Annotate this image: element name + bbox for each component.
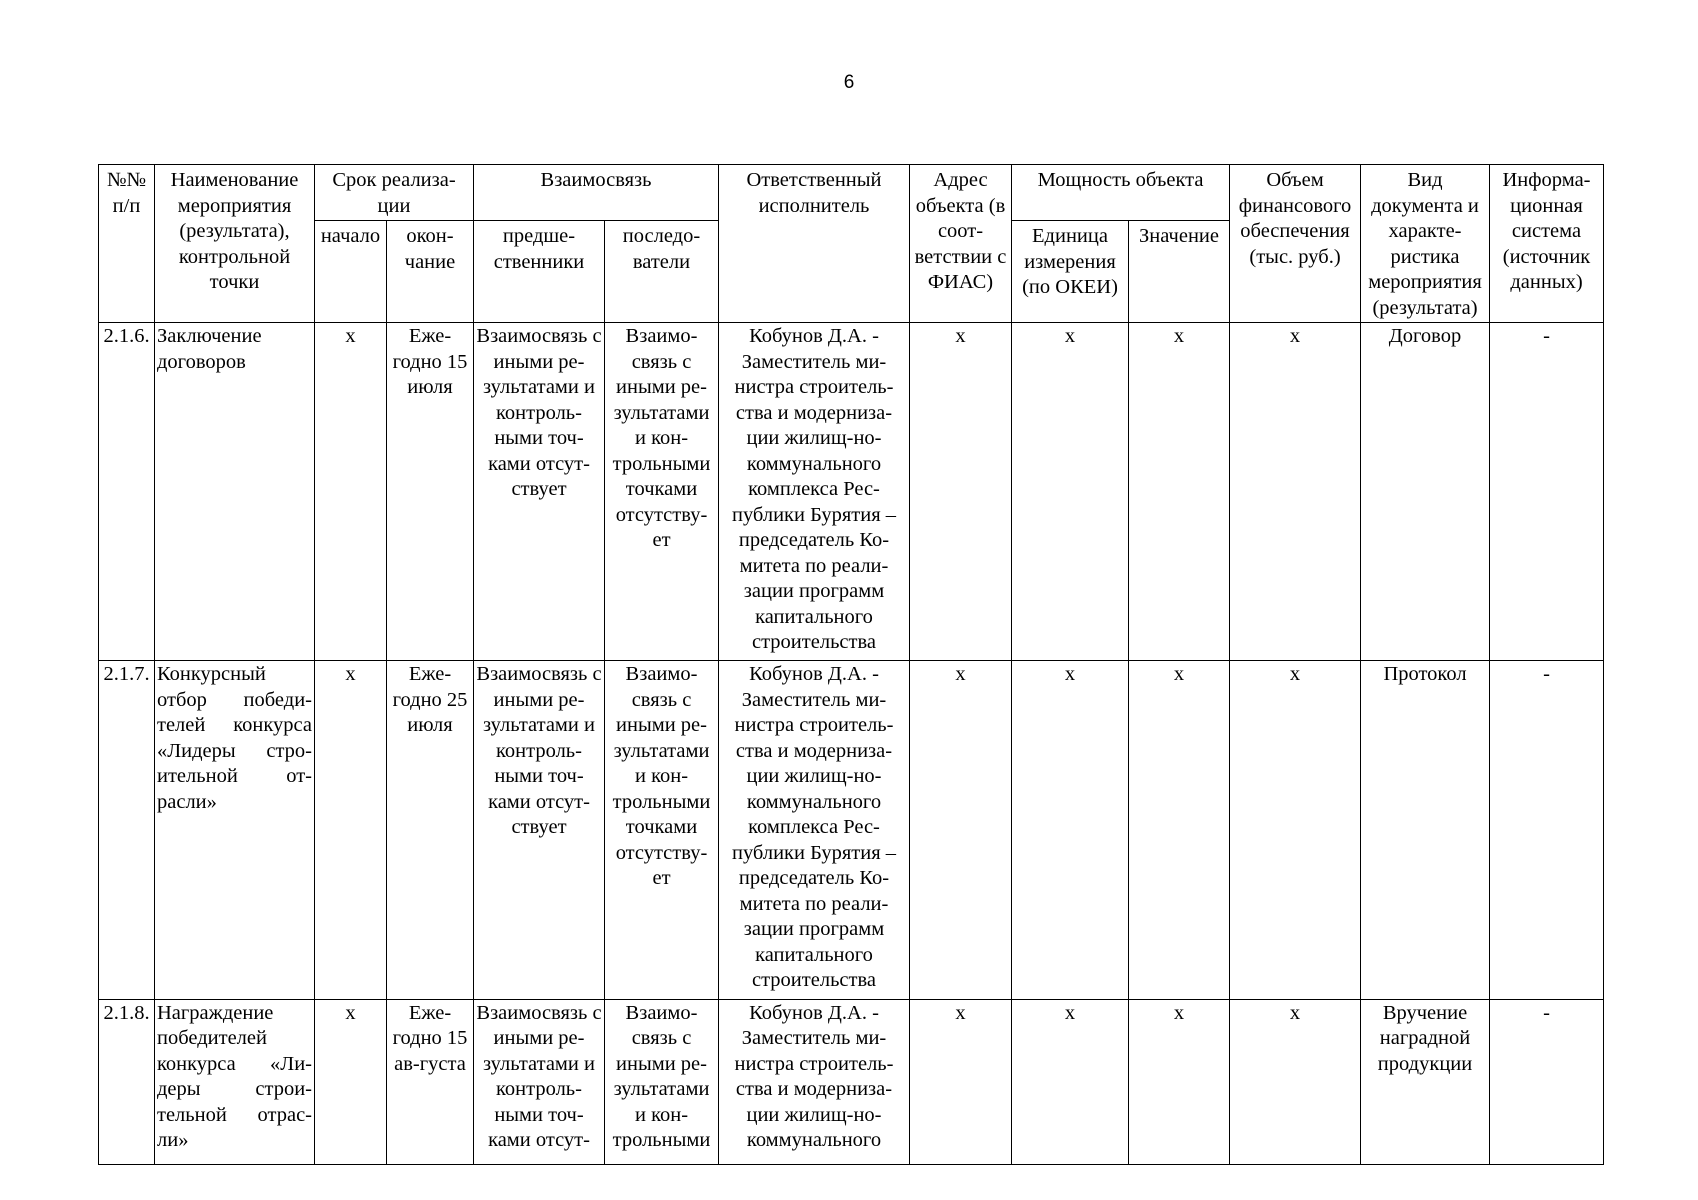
cell-info: - [1490, 323, 1604, 661]
header-relation-prev: предше-ственники [474, 221, 605, 323]
cell-info: - [1490, 999, 1604, 1164]
cell-finance: х [1230, 323, 1361, 661]
cell-start: х [315, 661, 387, 999]
cell-end: Еже-годно 15 ав-густа [387, 999, 474, 1164]
cell-info: - [1490, 661, 1604, 999]
table-row [99, 661, 1604, 999]
cell-next: Взаимо-связь с иными ре-зультатами и кон-трольными точками отсутству-ет [605, 323, 719, 661]
header-term-start: начало [315, 221, 387, 323]
cell-prev: Взаимосвязь с иными ре-зультатами и контроль-ными точ-ками отсут- [474, 999, 605, 1164]
cell-address: х [910, 999, 1012, 1164]
cell-name: Конкурсный отбор победи-телей конкурса «Лидеры стро-ительной от-расли» [155, 661, 315, 999]
header-doc-type: Вид документа и характе-ристика мероприятия (результата) [1361, 165, 1490, 323]
header-capacity-unit: Единица измерения (по ОКЕИ) [1012, 221, 1129, 323]
cell-start: х [315, 999, 387, 1164]
header-info-system: Информа-ционная система (источник данных) [1490, 165, 1604, 323]
cell-executor: Кобунов Д.А. - Заместитель ми-нистра строитель-ства и модерниза-ции жилищ-но-коммунального [719, 999, 910, 1164]
header-row-top [99, 165, 1604, 221]
cell-value: х [1129, 661, 1230, 999]
cell-prev: Взаимосвязь с иными ре-зультатами и контроль-ными точ-ками отсут-ствует [474, 661, 605, 999]
page-number: 6 [843, 72, 855, 93]
cell-executor: Кобунов Д.А. - Заместитель ми-нистра строитель-ства и модерниза-ции жилищ-но-коммунального комплекса Рес-публики Бурятия – председатель Ко-митета по реали-зации программ капитального строительства [719, 323, 910, 661]
cell-end: Еже-годно 25 июля [387, 661, 474, 999]
cell-doc: Вручение наградной продукции [1361, 999, 1490, 1164]
cell-address: х [910, 661, 1012, 999]
cell-unit: х [1012, 999, 1129, 1164]
cell-start: х [315, 323, 387, 661]
cell-num: 2.1.6. [99, 323, 155, 661]
table-row [99, 999, 1604, 1164]
header-relation-next: последо-ватели [605, 221, 719, 323]
cell-next: Взаимо-связь с иными ре-зультатами и кон-трольными [605, 999, 719, 1164]
header-address: Адрес объекта (в соот-ветствии с ФИАС) [910, 165, 1012, 323]
header-relation: Взаимосвязь [474, 165, 719, 221]
header-name: Наименование мероприятия (результата), контрольной точки [155, 165, 315, 323]
header-num: №№ п/п [99, 165, 155, 323]
header-finance: Объем финансового обеспечения (тыс. руб.) [1230, 165, 1361, 323]
cell-unit: х [1012, 323, 1129, 661]
cell-doc: Договор [1361, 323, 1490, 661]
cell-value: х [1129, 999, 1230, 1164]
cell-num: 2.1.7. [99, 661, 155, 999]
header-capacity-value: Значение [1129, 221, 1230, 323]
header-term: Срок реализа-ции [315, 165, 474, 221]
activities-table [98, 164, 1604, 1165]
cell-prev: Взаимосвязь с иными ре-зультатами и контроль-ными точ-ками отсут-ствует [474, 323, 605, 661]
cell-name: Заключение договоров [155, 323, 315, 661]
header-executor: Ответственный исполнитель [719, 165, 910, 323]
cell-finance: х [1230, 661, 1361, 999]
table-row [99, 323, 1604, 661]
cell-num: 2.1.8. [99, 999, 155, 1164]
cell-unit: х [1012, 661, 1129, 999]
header-term-end: окон-чание [387, 221, 474, 323]
cell-doc: Протокол [1361, 661, 1490, 999]
cell-value: х [1129, 323, 1230, 661]
cell-next: Взаимо-связь с иными ре-зультатами и кон-трольными точками отсутству-ет [605, 661, 719, 999]
cell-executor: Кобунов Д.А. - Заместитель ми-нистра строитель-ства и модерниза-ции жилищ-но-коммунального комплекса Рес-публики Бурятия – председатель Ко-митета по реали-зации программ капитального строительства [719, 661, 910, 999]
cell-address: х [910, 323, 1012, 661]
cell-name: Награждение победителей конкурса «Ли-деры строи-тельной отрас-ли» [155, 999, 315, 1164]
cell-end: Еже-годно 15 июля [387, 323, 474, 661]
cell-finance: х [1230, 999, 1361, 1164]
header-capacity: Мощность объекта [1012, 165, 1230, 221]
